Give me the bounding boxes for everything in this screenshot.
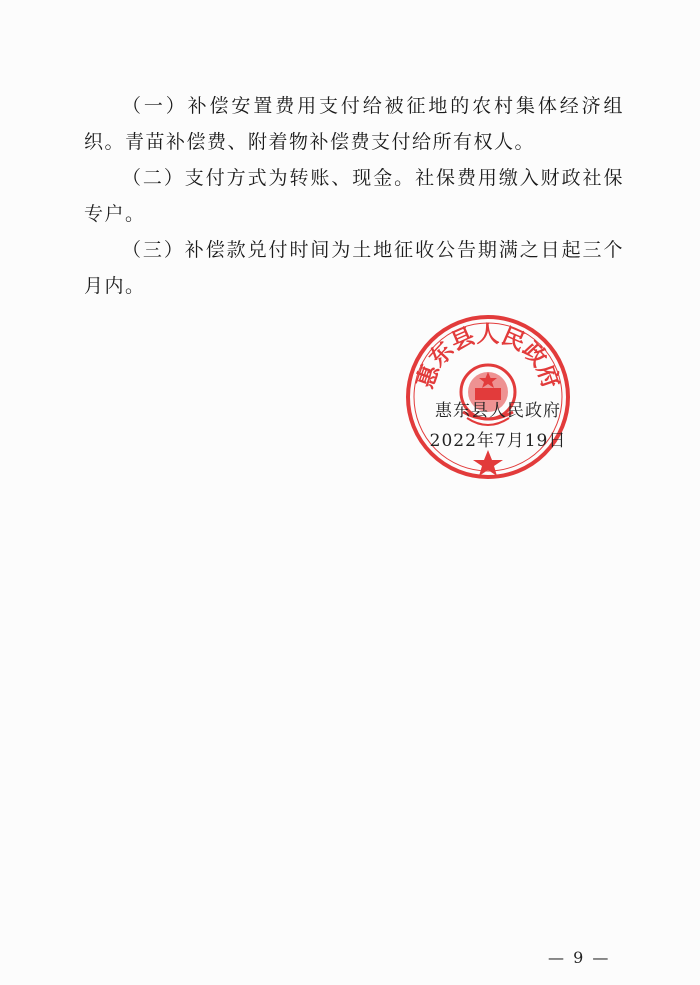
page-number: — 9 —	[548, 948, 611, 967]
issuer-name: 惠东县人民政府	[435, 401, 561, 421]
paragraph-1: （一）补偿安置费用支付给被征地的农村集体经济组织。青苗补偿费、附着物补偿费支付给所有权人。	[84, 95, 624, 153]
seal-text: 惠东县人民政府	[412, 321, 564, 392]
signature-block	[408, 396, 588, 456]
paragraph-2: （二）支付方式为转账、现金。社保费用缴入财政社保专户。	[84, 167, 624, 225]
document-body	[84, 88, 624, 304]
paragraph-3: （三）补偿款兑付时间为土地征收公告期满之日起三个月内。	[84, 239, 624, 297]
issue-date: 2022年7月19日	[429, 431, 567, 451]
